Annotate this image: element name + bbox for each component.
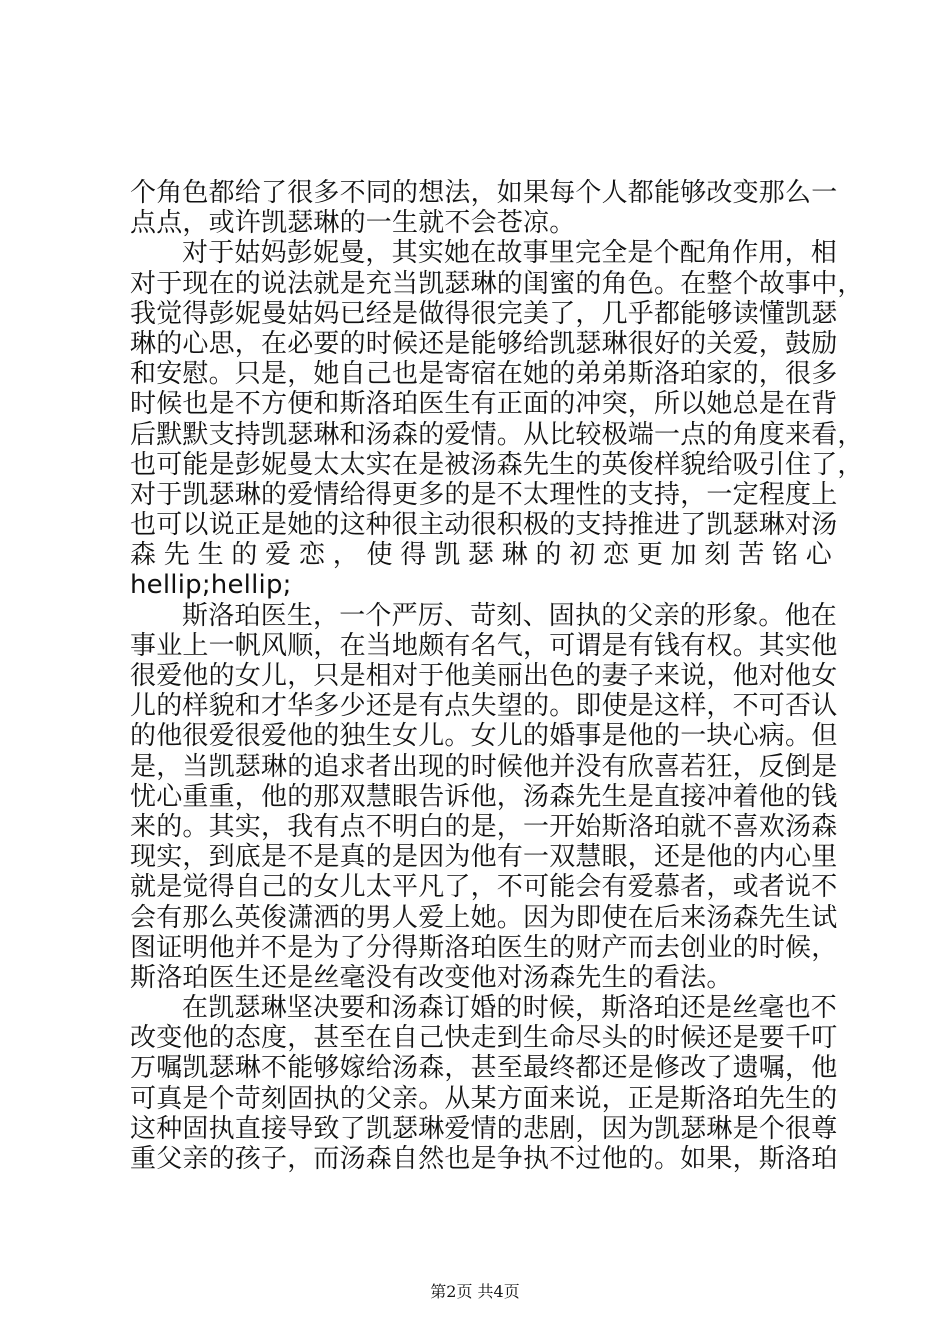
text-line: 事业上一帆风顺，在当地颇有名气，可谓是有钱有权。其实他: [130, 630, 838, 661]
text-line: 会有那么英俊潇洒的男人爱上她。因为即使在后来汤森先生试: [130, 902, 838, 933]
text-line: 对于凯瑟琳的爱情给得更多的是不太理性的支持，一定程度上: [130, 479, 838, 510]
text-line: 就是觉得自己的女儿太平凡了，不可能会有爱慕者，或者说不: [130, 872, 838, 903]
text-line: 重父亲的孩子，而汤森自然也是争执不过他的。如果，斯洛珀: [130, 1144, 838, 1174]
text-line: hellip;hellip;: [130, 570, 292, 601]
text-line: 森先生的爱恋，使得凯瑟琳的初恋更加刻苦铭心: [130, 540, 832, 571]
text-line: 也可能是彭妮曼太太实在是被汤森先生的英俊样貌给吸引住了，: [130, 449, 864, 480]
text-line: 和安慰。只是，她自己也是寄宿在她的弟弟斯洛珀家的，很多: [130, 359, 838, 390]
text-line: 这种固执直接导致了凯瑟琳爱情的悲剧，因为凯瑟琳是个很尊: [130, 1113, 838, 1144]
text-line: 对于现在的说法就是充当凯瑟琳的闺蜜的角色。在整个故事中，: [130, 268, 864, 299]
paragraph: [130, 238, 864, 601]
page-number-footer: 第2页 共4页: [430, 1282, 520, 1301]
document-body: [130, 178, 864, 1174]
text-line: 忧心重重，他的那双慧眼告诉他，汤森先生是直接冲着他的钱: [130, 781, 838, 812]
text-line: 可真是个苛刻固执的父亲。从某方面来说，正是斯洛珀先生的: [130, 1083, 838, 1114]
text-line: 在凯瑟琳坚决要和汤森订婚的时候，斯洛珀还是丝毫也不: [182, 993, 838, 1024]
paragraph: [130, 993, 838, 1174]
text-line: 是，当凯瑟琳的追求者出现的时候他并没有欣喜若狂，反倒是: [130, 751, 838, 782]
text-line: 琳的心思，在必要的时候还是能够给凯瑟琳很好的关爱，鼓励: [130, 328, 838, 359]
text-line: 儿的样貌和才华多少还是有点失望的。即使是这样，不可否认: [130, 691, 838, 722]
text-line: 万嘱凯瑟琳不能够嫁给汤森，甚至最终都还是修改了遗嘱，他: [130, 1053, 838, 1084]
text-line: 时候也是不方便和斯洛珀医生有正面的冲突，所以她总是在背: [130, 389, 838, 420]
text-line: 来的。其实，我有点不明白的是，一开始斯洛珀就不喜欢汤森: [130, 811, 838, 842]
text-line: 斯洛珀医生，一个严厉、苛刻、固执的父亲的形象。他在: [182, 600, 838, 631]
text-line: 后默默支持凯瑟琳和汤森的爱情。从比较极端一点的角度来看，: [130, 419, 864, 450]
text-line: 现实，到底是不是真的是因为他有一双慧眼，还是他的内心里: [130, 842, 838, 873]
text-line: 对于姑妈彭妮曼，其实她在故事里完全是个配角作用，相: [182, 238, 838, 269]
text-line: 的他很爱很爱他的独生女儿。女儿的婚事是他的一块心病。但: [130, 721, 838, 752]
text-line: 很爱他的女儿，只是相对于他美丽出色的妻子来说，他对他女: [130, 661, 838, 691]
text-line: 我觉得彭妮曼姑妈已经是做得很完美了，几乎都能够读懂凯瑟: [130, 298, 838, 329]
text-line: 也可以说正是她的这种很主动很积极的支持推进了凯瑟琳对汤: [130, 510, 838, 541]
text-line: 改变他的态度，甚至在自己快走到生命尽头的时候还是要千叮: [130, 1023, 838, 1054]
text-line: 点点，或许凯瑟琳的一生就不会苍凉。: [130, 208, 576, 239]
paragraph: [130, 178, 838, 239]
text-line: 图证明他并不是为了分得斯洛珀医生的财产而去创业的时候，: [130, 932, 838, 963]
text-line: 斯洛珀医生还是丝毫没有改变他对汤森先生的看法。: [130, 962, 733, 993]
paragraph: [130, 600, 838, 993]
text-line: 个角色都给了很多不同的想法，如果每个人都能够改变那么一: [130, 178, 838, 208]
